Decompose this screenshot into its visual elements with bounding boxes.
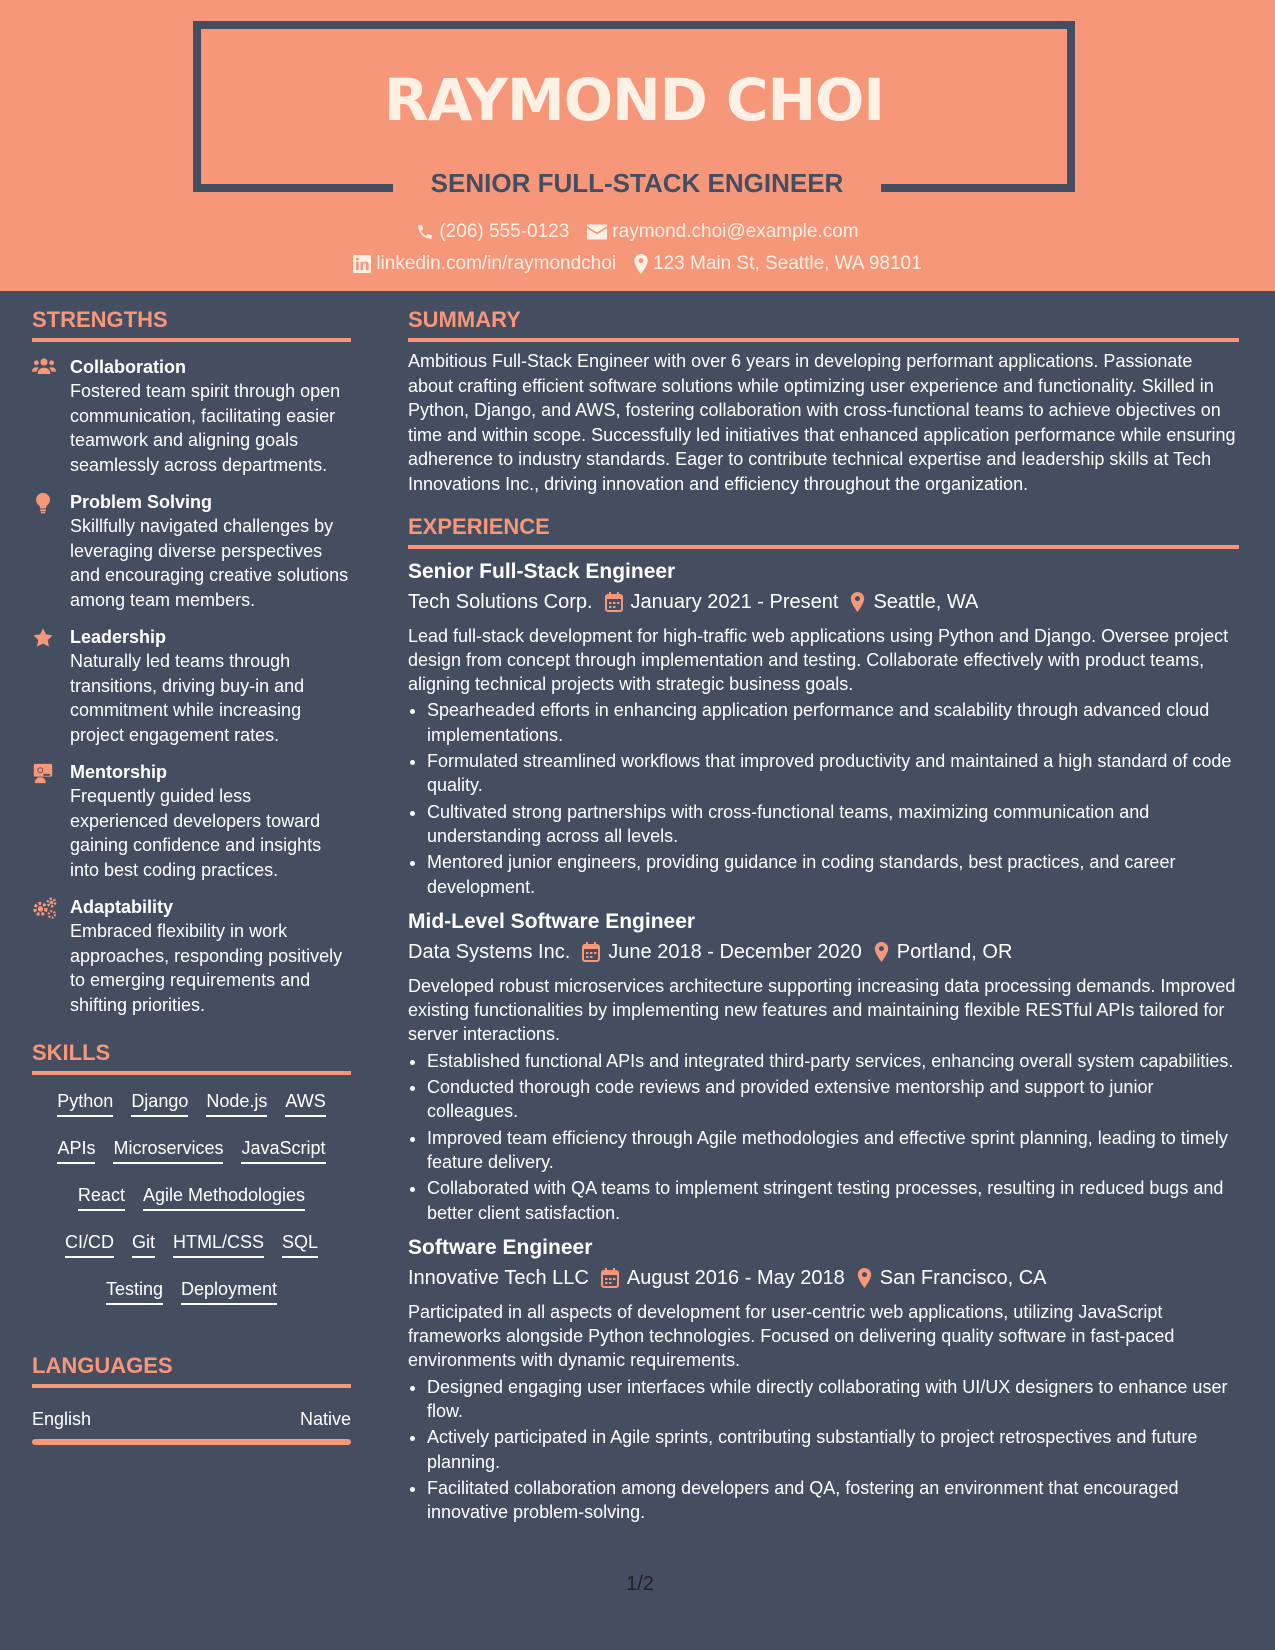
strength-name: Collaboration [70, 357, 186, 377]
star-icon [32, 627, 54, 649]
skill-tag: SQL [282, 1230, 318, 1258]
contact-row-2 [0, 251, 1275, 277]
skill-tag: React [78, 1183, 125, 1211]
strength-item [32, 355, 351, 477]
language-name: English [32, 1409, 92, 1429]
skill-tag: JavaScript [241, 1136, 325, 1164]
job-role: Senior Full-Stack Engineer [408, 559, 676, 583]
left-column [32, 306, 351, 1445]
gears-icon [32, 897, 58, 919]
skill-tag: Django [131, 1089, 188, 1117]
job-company: Data Systems Inc. [408, 940, 571, 963]
job-company: Tech Solutions Corp. [408, 590, 593, 613]
list-item: • Mentored junior engineers, providing guidance in coding standards, best practices, and career development. [427, 850, 1239, 899]
skill-tag: Python [57, 1089, 113, 1117]
job-location: San Francisco, CA [879, 1266, 1047, 1289]
job-company: Innovative Tech LLC [408, 1266, 589, 1289]
job-bullets [408, 698, 1239, 898]
job-entry [408, 1234, 1239, 1525]
job-entry [408, 908, 1239, 1225]
email-item[interactable] [587, 219, 858, 245]
teacher-icon [32, 762, 54, 784]
job-bullets [408, 1375, 1239, 1525]
job-role: Mid-Level Software Engineer [408, 909, 696, 933]
map-pin-icon [857, 1268, 872, 1288]
list-item: • Collaborated with QA teams to implement stringent testing processes, resulting in reduced bugs and better client satisfaction. [427, 1176, 1239, 1225]
phone-text: (206) 555-0123 [439, 221, 570, 242]
page-number: 1/2 [626, 1573, 654, 1595]
right-column [408, 306, 1239, 1526]
job-role: Software Engineer [408, 1235, 593, 1259]
envelope-icon [587, 224, 607, 240]
job-bullets [408, 1049, 1239, 1225]
address-text: 123 Main St, Seattle, WA 98101 [653, 253, 922, 274]
list-item: • Designed engaging user interfaces while directly collaborating with UI/UX designers to enhance user flow. [427, 1375, 1239, 1424]
job-meta [408, 1264, 1239, 1292]
job-dates: August 2016 - May 2018 [626, 1266, 845, 1289]
job-entry [408, 558, 1239, 899]
list-item: • Cultivated strong partnerships with cross-functional teams, maximizing communication and understanding across all levels. [427, 800, 1239, 849]
contact-row-1 [0, 219, 1275, 245]
strengths-heading: STRENGTHS [32, 306, 351, 342]
job-description: Lead full-stack development for high-traffic web applications using Python and Django. Oversee project design from concept through implementation and testing. Collaborate effectively with product teams, aligning technical projects with strategic business goals. [408, 625, 1229, 695]
lightbulb-icon [32, 492, 54, 514]
strength-desc: Naturally led teams through transitions, driving buy-in and commitment while increasing project engagement rates. [70, 651, 305, 745]
resume-header [0, 0, 1275, 291]
skill-tag: HTML/CSS [173, 1230, 264, 1258]
strength-desc: Fostered team spirit through open communication, facilitating easier teamwork and aligning goals seamlessly across departments. [70, 381, 341, 475]
linkedin-item[interactable] [353, 251, 616, 277]
map-pin-icon [634, 254, 648, 274]
skill-tag: APIs [57, 1136, 95, 1164]
summary-text: Ambitious Full-Stack Engineer with over 6 years in developing performant applications. Passionate about crafting efficient software solutions while optimizing user experience and functionality. Skilled in Python, Django, and AWS, fostering collaboration with cross-functional teams to achieve objectives on time and within scope. Successfully led initiatives that enhanced application performance while ensuring adherence to industry standards. Eager to contribute technical expertise and leadership skills at Tech Innovations Inc., driving innovation and efficiency throughout the organization. [408, 351, 1236, 494]
list-item: • Established functional APIs and integrated third-party services, enhancing overall system capabilities. [427, 1049, 1239, 1073]
strength-name: Leadership [70, 627, 167, 647]
skill-tag: CI/CD [65, 1230, 114, 1258]
list-item: • Conducted thorough code reviews and provided extensive mentorship and support to junior colleagues. [427, 1075, 1239, 1124]
list-item: • Facilitated collaboration among developers and QA, fostering an environment that encouraged innovative problem-solving. [427, 1476, 1239, 1525]
frame-bottom-left [193, 184, 393, 192]
experience-heading: EXPERIENCE [408, 513, 1239, 549]
strength-item [32, 895, 351, 1017]
email-text: raymond.choi@example.com [612, 221, 859, 242]
list-item: • Formulated streamlined workflows that improved productivity and maintained a high standard of code quality. [427, 749, 1239, 798]
languages-heading: LANGUAGES [32, 1352, 351, 1388]
skill-tag: Microservices [113, 1136, 223, 1164]
calendar-icon [601, 1268, 619, 1288]
address-item [634, 251, 922, 277]
phone-icon [416, 223, 434, 241]
users-icon [32, 357, 56, 375]
strength-desc: Skillfully navigated challenges by leveraging diverse perspectives and encouraging creative solutions among team members. [70, 516, 349, 610]
strength-item [32, 625, 351, 747]
job-dates: June 2018 - December 2020 [608, 940, 862, 963]
summary-heading: SUMMARY [408, 306, 1239, 342]
skills-heading: SKILLS [32, 1039, 351, 1075]
calendar-icon [605, 592, 623, 612]
phone-item[interactable] [416, 219, 569, 245]
job-description: Participated in all aspects of development for user-centric web applications, utilizing JavaScript frameworks alongside Python technologies. Focused on delivering quality software in fast-paced environments with dynamic requirements. [408, 1301, 1175, 1371]
frame-bottom-right [881, 184, 1075, 192]
strength-desc: Frequently guided less experienced developers toward gaining confidence and insights into best coding practices. [70, 786, 322, 880]
skills-list [32, 1075, 351, 1324]
skill-tag: Agile Methodologies [143, 1183, 305, 1211]
job-meta [408, 938, 1239, 966]
language-level: Native [299, 1409, 351, 1429]
skill-tag: Node.js [206, 1089, 267, 1117]
job-dates: January 2021 - Present [630, 590, 839, 613]
job-location: Portland, OR [896, 940, 1013, 963]
job-location: Seattle, WA [873, 590, 979, 613]
strength-desc: Embraced flexibility in work approaches, responding positively to emerging requirements and shifting priorities. [70, 921, 343, 1015]
linkedin-icon [353, 255, 371, 273]
language-row [32, 1407, 351, 1431]
linkedin-text: linkedin.com/in/raymondchoi [376, 253, 617, 274]
strength-item [32, 490, 351, 612]
list-item: • Spearheaded efforts in enhancing application performance and scalability through advanced cloud implementations. [427, 698, 1239, 747]
list-item: • Actively participated in Agile sprints, contributing substantially to project retrospectives and future planning. [427, 1425, 1239, 1474]
skill-tag: AWS [285, 1089, 325, 1117]
strength-name: Mentorship [70, 762, 167, 782]
candidate-name: RAYMOND CHOI [384, 66, 884, 134]
job-description: Developed robust microservices architecture supporting increasing data processing demands. Improved existing functionalities by implementing new features and maintaining flexible RESTful APIs tailored for server interactions. [408, 975, 1236, 1045]
calendar-icon [582, 942, 600, 962]
skill-tag: Deployment [181, 1277, 277, 1305]
strength-name: Problem Solving [70, 492, 213, 512]
strength-name: Adaptability [70, 897, 174, 917]
skill-tag: Testing [106, 1277, 163, 1305]
map-pin-icon [874, 942, 889, 962]
language-proficiency-bar [32, 1439, 351, 1445]
skill-tag: Git [132, 1230, 155, 1258]
candidate-title: SENIOR FULL-STACK ENGINEER [430, 168, 844, 198]
map-pin-icon [850, 592, 865, 612]
job-meta [408, 588, 1239, 616]
strength-item [32, 760, 351, 882]
list-item: • Improved team efficiency through Agile methodologies and effective sprint planning, leading to timely feature delivery. [427, 1126, 1239, 1175]
